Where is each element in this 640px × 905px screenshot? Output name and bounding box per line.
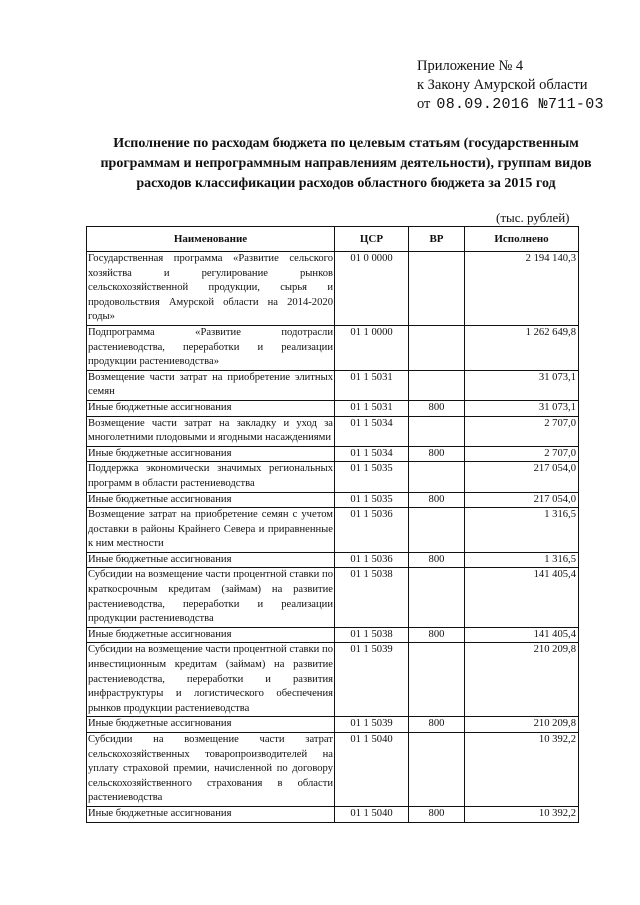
row-vr: 800 [409, 552, 465, 568]
row-vr [409, 508, 465, 553]
table-row [87, 370, 579, 400]
row-csr: 01 1 5040 [335, 733, 409, 807]
row-csr: 01 1 5035 [335, 462, 409, 492]
row-name: Государственная программа «Развитие сельского хозяйства и регулирование рынков сельскохозяйственной продукции, сырья и продовольствия Амурской области на 2014-2020 годы» [87, 252, 335, 326]
row-amount: 141 405,4 [465, 568, 579, 627]
row-csr: 01 1 5038 [335, 627, 409, 643]
table-header-row [87, 227, 579, 252]
table-row [87, 252, 579, 326]
row-csr: 01 1 5034 [335, 416, 409, 446]
row-amount: 31 073,1 [465, 400, 579, 416]
annex-block [417, 57, 604, 114]
table-row [87, 325, 579, 370]
table-row [87, 508, 579, 553]
row-amount: 10 392,2 [465, 806, 579, 822]
row-name: Возмещение части затрат на закладку и уход за многолетними плодовыми и ягодными насаждениями [87, 416, 335, 446]
row-vr: 800 [409, 446, 465, 462]
row-vr: 800 [409, 400, 465, 416]
table-row [87, 806, 579, 822]
row-name: Иные бюджетные ассигнования [87, 552, 335, 568]
row-name: Возмещение части затрат на приобретение элитных семян [87, 370, 335, 400]
row-vr [409, 643, 465, 717]
header-vr: ВР [409, 227, 465, 252]
row-vr [409, 416, 465, 446]
row-name: Подпрограмма «Развитие подотрасли растениеводства, переработки и реализации продукции растениеводства» [87, 325, 335, 370]
document-title: Исполнение по расходам бюджета по целевым статьям (государственным программам и непрограммным направлениям деятельности), группам видов расходов классификации расходов областного бюджета за 2015 год [100, 136, 592, 191]
units-label: (тыс. рублей) [496, 210, 570, 225]
row-csr: 01 1 5039 [335, 643, 409, 717]
row-amount: 1 262 649,8 [465, 325, 579, 370]
row-vr: 800 [409, 717, 465, 733]
row-amount: 10 392,2 [465, 733, 579, 807]
row-name: Иные бюджетные ассигнования [87, 446, 335, 462]
row-name: Субсидии на возмещение части процентной ставки по инвестиционным кредитам (займам) на развитие растениеводства, переработки и развития инфраструктуры и логистического обеспечения рынков продукции растениеводства [87, 643, 335, 717]
row-csr: 01 1 5038 [335, 568, 409, 627]
table-row [87, 627, 579, 643]
row-name: Иные бюджетные ассигнования [87, 717, 335, 733]
row-name: Иные бюджетные ассигнования [87, 627, 335, 643]
row-csr: 01 1 5040 [335, 806, 409, 822]
row-amount: 217 054,0 [465, 492, 579, 508]
row-name: Иные бюджетные ассигнования [87, 492, 335, 508]
table-row [87, 462, 579, 492]
row-vr [409, 325, 465, 370]
table-row [87, 568, 579, 627]
row-csr: 01 1 5034 [335, 446, 409, 462]
row-amount: 2 707,0 [465, 446, 579, 462]
row-amount: 210 209,8 [465, 643, 579, 717]
row-csr: 01 1 5035 [335, 492, 409, 508]
row-csr: 01 1 5031 [335, 370, 409, 400]
annex-law: к Закону Амурской области [417, 77, 588, 93]
table-row [87, 733, 579, 807]
row-vr [409, 462, 465, 492]
table-row [87, 643, 579, 717]
annex-date-prefix: от [417, 96, 431, 112]
annex-number: Приложение № 4 [417, 58, 524, 74]
table-row [87, 717, 579, 733]
row-vr: 800 [409, 806, 465, 822]
row-csr: 01 1 5039 [335, 717, 409, 733]
row-csr: 01 1 5031 [335, 400, 409, 416]
row-amount: 31 073,1 [465, 370, 579, 400]
annex-date-stamp: 08.09.2016 №711-03 [436, 96, 604, 113]
row-amount: 2 194 140,3 [465, 252, 579, 326]
row-csr: 01 0 0000 [335, 252, 409, 326]
row-csr: 01 1 5036 [335, 508, 409, 553]
row-name: Возмещение затрат на приобретение семян с учетом доставки в районы Крайнего Севера и приравненные к ним местности [87, 508, 335, 553]
row-name: Субсидии на возмещение части затрат сельскохозяйственных товаропроизводителей на уплату страховой премии, начисленной по договору сельскохозяйственного страхования в области растениеводства [87, 733, 335, 807]
row-vr [409, 733, 465, 807]
row-amount: 210 209,8 [465, 717, 579, 733]
annex-date-line [417, 95, 604, 114]
row-name: Поддержка экономически значимых региональных программ в области растениеводства [87, 462, 335, 492]
row-amount: 141 405,4 [465, 627, 579, 643]
header-name: Наименование [87, 227, 335, 252]
budget-table [86, 226, 579, 823]
row-vr [409, 252, 465, 326]
row-amount: 2 707,0 [465, 416, 579, 446]
row-amount: 1 316,5 [465, 552, 579, 568]
row-vr [409, 370, 465, 400]
row-amount: 217 054,0 [465, 462, 579, 492]
header-csr: ЦСР [335, 227, 409, 252]
row-amount: 1 316,5 [465, 508, 579, 553]
table-row [87, 492, 579, 508]
row-name: Субсидии на возмещение части процентной ставки по краткосрочным кредитам (займам) на развитие растениеводства, переработки и реализации продукции растениеводства [87, 568, 335, 627]
table-row [87, 446, 579, 462]
row-vr [409, 568, 465, 627]
row-csr: 01 1 0000 [335, 325, 409, 370]
row-name: Иные бюджетные ассигнования [87, 400, 335, 416]
row-csr: 01 1 5036 [335, 552, 409, 568]
table-row [87, 400, 579, 416]
row-vr: 800 [409, 627, 465, 643]
header-executed: Исполнено [465, 227, 579, 252]
row-name: Иные бюджетные ассигнования [87, 806, 335, 822]
table-body [87, 252, 579, 823]
row-vr: 800 [409, 492, 465, 508]
table-row [87, 552, 579, 568]
table-row [87, 416, 579, 446]
